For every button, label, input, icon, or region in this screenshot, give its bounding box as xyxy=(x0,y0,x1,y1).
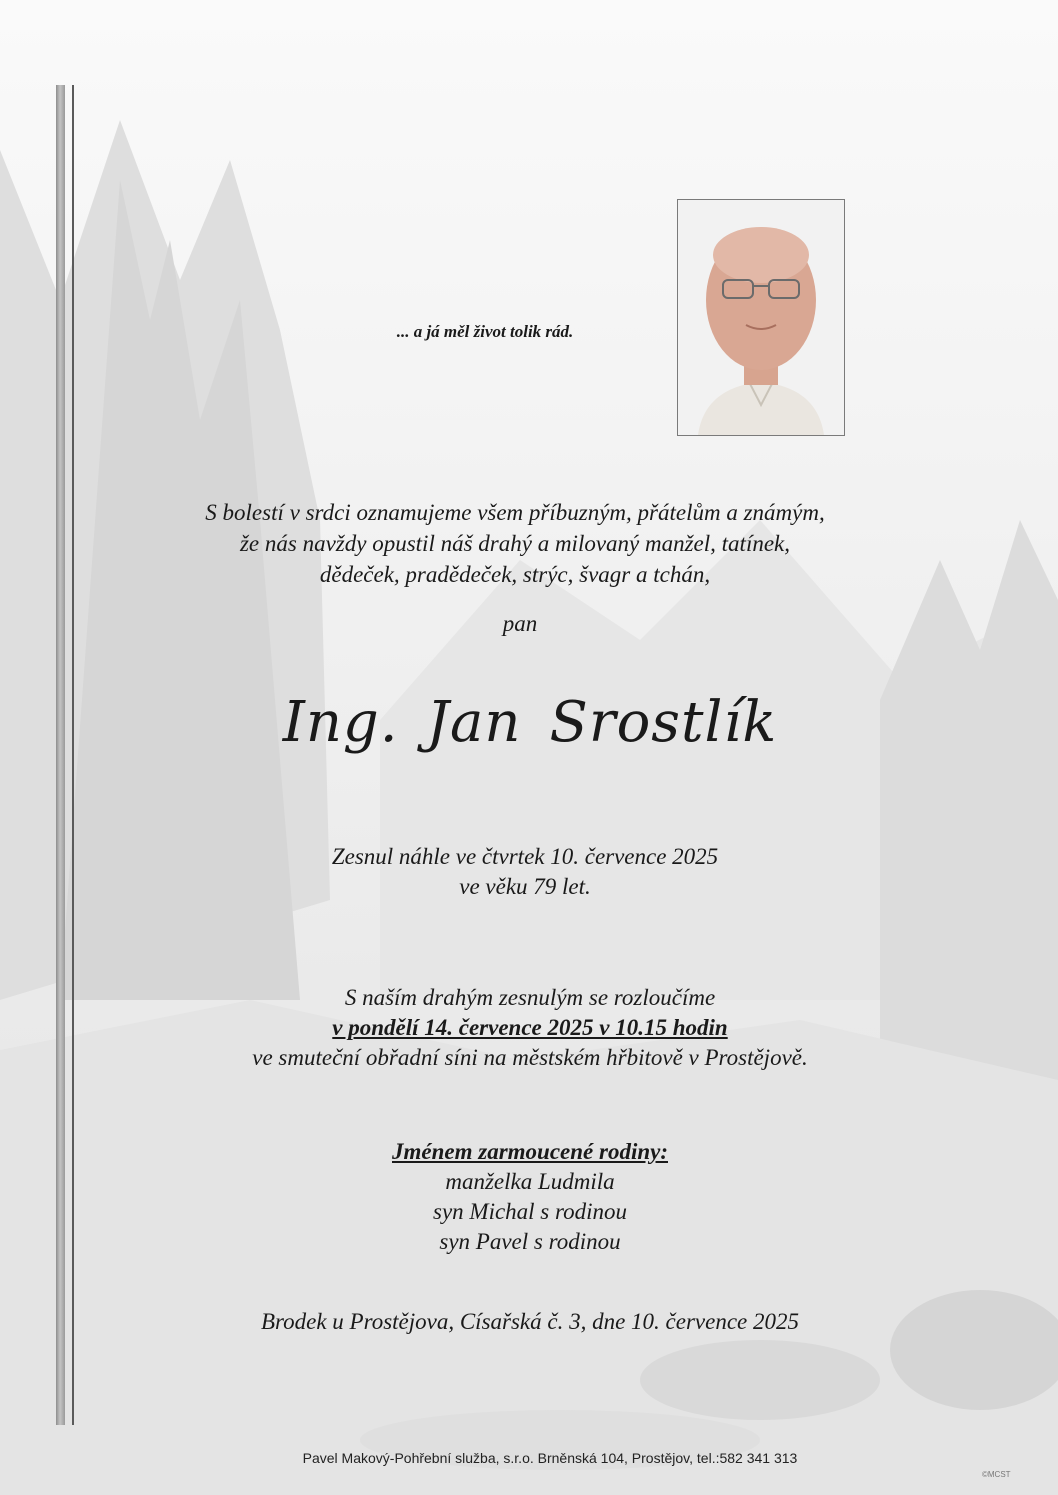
watermark: ©MCST xyxy=(982,1470,1011,1479)
name-last: Srostlík xyxy=(549,690,778,755)
announcement-line: že nás navždy opustil náš drahý a milovaný manžel, tatínek, xyxy=(239,531,790,556)
farewell-info xyxy=(180,983,880,1073)
announcement-line: S bolestí v srdci oznamujeme všem příbuzným, přátelům a známým, xyxy=(205,500,825,525)
salutation: pan xyxy=(502,611,538,636)
place-and-date: Brodek u Prostějova, Císařská č. 3, dne 10. července 2025 xyxy=(260,1309,800,1334)
farewell-location: ve smuteční obřadní síni na městském hřbitově v Prostějově. xyxy=(252,1045,808,1070)
family-member: syn Pavel s rodinou xyxy=(439,1229,621,1254)
family-heading: Jménem zarmoucené rodiny: xyxy=(392,1139,668,1164)
family-member: syn Michal s rodinou xyxy=(433,1199,627,1224)
death-date-line: Zesnul náhle ve čtvrtek 10. července 2025 xyxy=(331,844,719,869)
funeral-service-footer: Pavel Makový-Pohřební služba, s.r.o. Brněnská 104, Prostějov, tel.:582 341 313 xyxy=(302,1450,798,1466)
family-section xyxy=(290,1137,770,1257)
motto: ... a já měl život tolik rád. xyxy=(396,322,574,341)
farewell-date: v pondělí 14. července 2025 v 10.15 hodin xyxy=(332,1015,728,1040)
announcement-text xyxy=(150,497,880,590)
deceased-name xyxy=(180,690,880,755)
farewell-intro: S naším drahým zesnulým se rozloučíme xyxy=(344,985,716,1010)
left-decorative-bar xyxy=(56,85,65,1425)
family-member: manželka Ludmila xyxy=(445,1169,615,1194)
name-first: Jan xyxy=(426,690,522,755)
age-line: ve věku 79 let. xyxy=(459,874,591,899)
name-title: Ing. xyxy=(282,690,399,755)
portrait-photo xyxy=(677,199,845,436)
left-decorative-line xyxy=(72,85,74,1425)
announcement-line: dědeček, pradědeček, strýc, švagr a tchán, xyxy=(319,562,711,587)
death-info xyxy=(220,842,830,902)
